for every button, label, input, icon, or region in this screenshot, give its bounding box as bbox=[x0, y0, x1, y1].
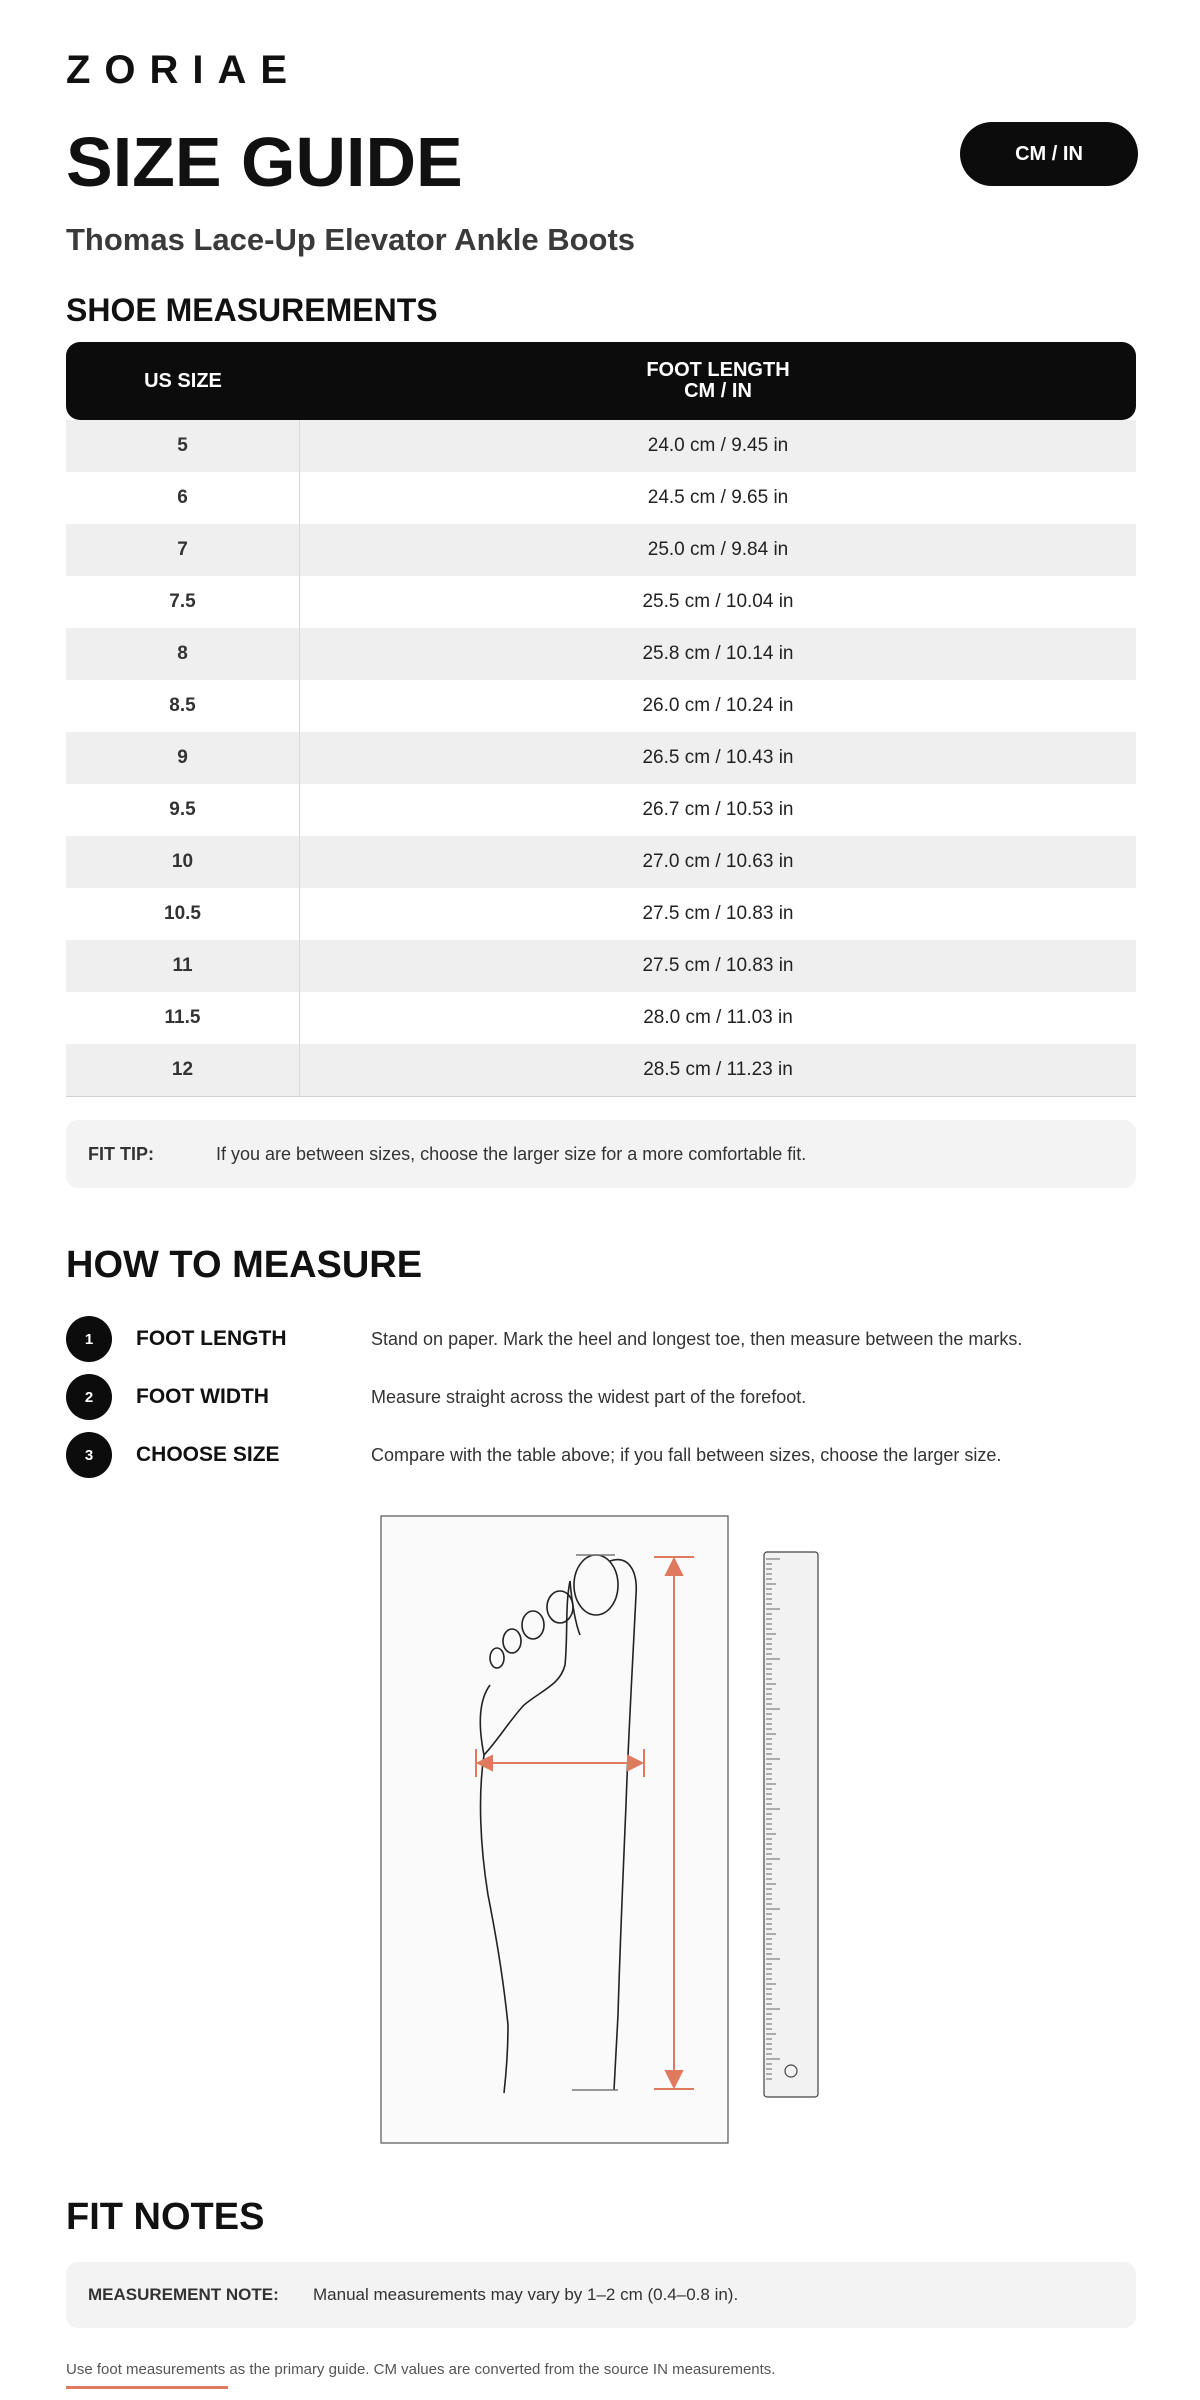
size-cell: 11.5 bbox=[66, 992, 300, 1044]
length-cell: 28.0 cm / 11.03 in bbox=[643, 1007, 793, 1028]
length-cell: 27.0 cm / 10.63 in bbox=[642, 851, 794, 872]
fit-tip-label: FIT TIP: bbox=[88, 1143, 154, 1164]
paper-sheet bbox=[381, 1516, 728, 2143]
length-cell: 25.0 cm / 9.84 in bbox=[647, 539, 789, 560]
size-cell: 8.5 bbox=[66, 680, 300, 732]
table-row bbox=[66, 992, 1136, 1044]
unit-toggle-button[interactable]: CM / IN bbox=[960, 122, 1138, 186]
size-cell: 7.5 bbox=[66, 576, 300, 628]
step-description: Compare with the table above; if you fall between sizes, choose the larger size. bbox=[371, 1444, 1002, 1465]
length-cell: 26.0 cm / 10.24 in bbox=[642, 695, 794, 716]
table-row bbox=[66, 940, 1136, 992]
measurement-note-text: Manual measurements may vary by 1–2 cm (0.4–0.8 in). bbox=[313, 2285, 739, 2304]
page-title: SIZE GUIDE bbox=[66, 123, 463, 201]
step-name: FOOT LENGTH bbox=[136, 1327, 287, 1350]
step-number-badge: 3 bbox=[66, 1432, 112, 1478]
table-row bbox=[66, 732, 1136, 784]
step-name: FOOT WIDTH bbox=[136, 1385, 269, 1408]
size-cell: 8 bbox=[66, 628, 300, 680]
step-number-badge: 2 bbox=[66, 1374, 112, 1420]
size-cell: 12 bbox=[66, 1044, 300, 1096]
size-table bbox=[66, 342, 1136, 1097]
table-row bbox=[66, 680, 1136, 732]
shoe-measurements-heading: SHOE MEASUREMENTS bbox=[66, 292, 438, 328]
table-row bbox=[66, 472, 1136, 524]
col-header-foot-length-line2: CM / IN bbox=[684, 380, 752, 402]
length-cell: 25.5 cm / 10.04 in bbox=[642, 591, 794, 612]
step-description: Stand on paper. Mark the heel and longest toe, then measure between the marks. bbox=[371, 1328, 1023, 1349]
step-number-badge: 1 bbox=[66, 1316, 112, 1362]
fit-tip-text: If you are between sizes, choose the larger size for a more comfortable fit. bbox=[216, 1143, 807, 1164]
ruler-icon bbox=[764, 1552, 818, 2097]
measure-step bbox=[66, 1315, 1136, 1363]
measurement-note-label: MEASUREMENT NOTE: bbox=[88, 2285, 279, 2304]
size-cell: 10 bbox=[66, 836, 300, 888]
table-body bbox=[66, 420, 1136, 1097]
brand-logo: ZORIAE bbox=[66, 48, 302, 92]
table-row bbox=[66, 784, 1136, 836]
size-cell: 9 bbox=[66, 732, 300, 784]
table-row bbox=[66, 420, 1136, 472]
table-row bbox=[66, 524, 1136, 576]
table-row bbox=[66, 1044, 1136, 1096]
length-cell: 26.5 cm / 10.43 in bbox=[642, 747, 794, 768]
size-cell: 5 bbox=[66, 420, 300, 472]
col-header-us-size: US SIZE bbox=[144, 369, 222, 392]
length-cell: 24.5 cm / 9.65 in bbox=[647, 487, 789, 508]
length-cell: 27.5 cm / 10.83 in bbox=[642, 903, 794, 924]
size-cell: 9.5 bbox=[66, 784, 300, 836]
table-row bbox=[66, 576, 1136, 628]
product-name: Thomas Lace-Up Elevator Ankle Boots bbox=[66, 222, 636, 257]
measure-step bbox=[66, 1431, 1136, 1479]
table-row bbox=[66, 888, 1136, 940]
footer-note: Use foot measurements as the primary guide. CM values are converted from the source IN measurements. bbox=[66, 2361, 776, 2378]
measure-step bbox=[66, 1373, 1136, 1421]
size-cell: 11 bbox=[66, 940, 300, 992]
accent-underline bbox=[66, 2386, 228, 2389]
fit-tip-box bbox=[66, 1120, 1136, 1188]
table-header bbox=[66, 342, 1136, 420]
table-row bbox=[66, 836, 1136, 888]
length-cell: 27.5 cm / 10.83 in bbox=[642, 955, 794, 976]
table-row bbox=[66, 628, 1136, 680]
length-cell: 28.5 cm / 11.23 in bbox=[643, 1059, 793, 1080]
length-cell: 26.7 cm / 10.53 in bbox=[642, 799, 794, 820]
foot-measurement-illustration bbox=[380, 1515, 834, 2150]
size-cell: 10.5 bbox=[66, 888, 300, 940]
fit-notes-heading: FIT NOTES bbox=[66, 2196, 265, 2238]
how-to-measure-heading: HOW TO MEASURE bbox=[66, 1244, 423, 1286]
size-cell: 6 bbox=[66, 472, 300, 524]
measurement-note-box bbox=[66, 2262, 1136, 2328]
size-cell: 7 bbox=[66, 524, 300, 576]
step-description: Measure straight across the widest part of the forefoot. bbox=[371, 1386, 807, 1407]
length-cell: 24.0 cm / 9.45 in bbox=[647, 435, 789, 456]
step-name: CHOOSE SIZE bbox=[136, 1443, 280, 1466]
length-cell: 25.8 cm / 10.14 in bbox=[642, 643, 794, 664]
col-header-foot-length bbox=[300, 360, 1136, 402]
col-header-foot-length-line1: FOOT LENGTH bbox=[646, 359, 790, 381]
